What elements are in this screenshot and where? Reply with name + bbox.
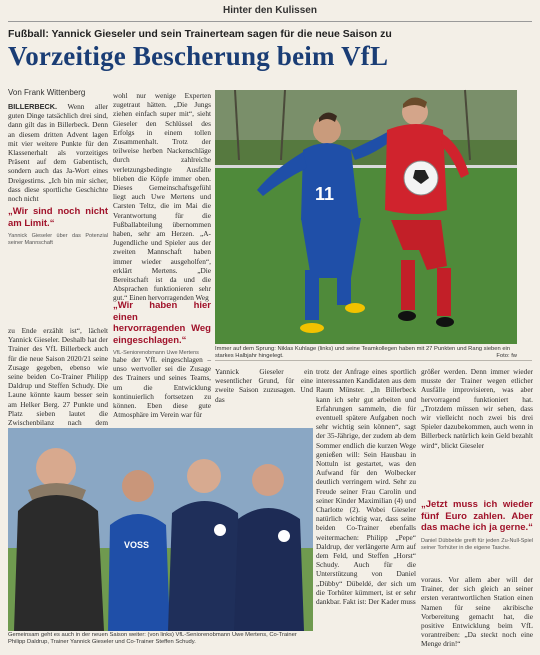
pull-quote-1-source: Yannick Gieseler über das Potenzial seiner Mannschaft xyxy=(8,233,108,246)
team-photo-caption: Gemeinsam geht es auch in der neuen Saison weiter: (von links) VfL-Seniorenobmann Uwe Mertens, Co-Trainer Philipp Daldrup, Trainer Yannick Gieseler und Co-Trainer Steffen Schudy. xyxy=(8,632,297,646)
match-photo xyxy=(215,90,517,344)
pull-quote-3-source: Daniel Dübbelde greift für jeden Zu-Null-Spiel seiner Torhüter in die eigene Tasche. xyxy=(421,537,533,551)
team-jersey-text: VOSS xyxy=(124,540,150,550)
pull-quote-2-source: VfL-Seniorenobmann Uwe Mertens xyxy=(113,350,199,356)
column-1-paragraph-1 xyxy=(8,102,108,204)
photo-credit: Foto: fw xyxy=(496,353,517,360)
jersey-number: 11 xyxy=(315,184,335,204)
photo-divider xyxy=(215,360,532,361)
pull-quote-3-text: „Jetzt muss ich wieder fünf Euro zahlen. Aber das mache ich ja gerne.“ xyxy=(421,499,533,533)
column-1-text-1: Wenn aller guten Dinge tatsächlich drei sind, dann gilt das in Billerbeck. Denn an diesem dritten Advent lagen mit vier weitere Punkte für den Klassenerhalt als vorzeitiges Präsent auf dem Gabentisch, sondern auch das Ja-Wort eines Dreigestirns. „Ich bin mir sicher, dass diese sportliche Geschichte noch nicht xyxy=(8,102,108,204)
dateline: BILLERBECK. xyxy=(8,102,58,111)
pull-quote-1 xyxy=(8,206,108,326)
match-photo-image xyxy=(215,90,517,344)
pull-quote-3 xyxy=(421,499,533,575)
kicker-line: Fußball: Yannick Gieseler und sein Trainerteam sagen für die neue Saison zu xyxy=(8,28,392,40)
section-rubric: Hinter den Kulissen xyxy=(223,5,317,16)
team-photo xyxy=(8,428,313,631)
match-photo-caption-text: Immer auf dem Sprung: Niklas Kuhlage (links) und seine Teamkollegen haben mit 27 Punkten und Rang sieben ein starkes Halbjahr hingelegt. xyxy=(215,346,511,360)
match-photo-caption xyxy=(215,346,517,360)
article-column-5 xyxy=(421,367,533,650)
byline: Von Frank Wittenberg xyxy=(8,88,86,97)
rubric-divider xyxy=(8,21,532,22)
column-2-paragraph-1: wohl nur wenige Experten zugetraut hätten. „Die Jungs ziehen einfach super mit“, sieht Gieseler den Schlüssel des Erfolgs in einem tollen Zusammenhalt. Trotz der teilweise herben Nackenschläge durch zahlreiche verletzungsbedingte Ausfälle blieben die Köpfe immer oben. Dieses Gemeinschaftsgefühl liegt auch Uwe Mertens und Carsten Teltz, die im Mai die Verantwortung für die Fußballabteilung übernommen haben, sehr am Herzen. „A-Jugendliche und Spieler aus der zweiten Mannschaft haben immer wieder ausgeholfen“, erklärt Mertens. „Die Bereitschaft ist da und die Absprachen funktionieren sehr gut.“ Einen hervorragenden Weg xyxy=(113,91,211,303)
pull-quote-2-text: „Wir haben hier einen hervorragenden Weg eingeschlagen.“ xyxy=(113,300,211,346)
headline: Vorzeitige Bescherung beim VfL xyxy=(8,41,389,71)
article-column-3: Yannick Gieseler ein wesentlicher Grund, für eine zweite Saison zuzusagen. Und das xyxy=(215,367,313,404)
pull-quote-2 xyxy=(113,300,211,355)
column-5-paragraph-1: größer werden. Denn immer wieder musste der Trainer wegen etlicher Ausfälle improvisieren, was aber hervorragend funktioniert hat. „Trotzdem müssen wir sehen, dass wir vielleicht noch zwei bis drei Spieler dazubekommen, auch wenn in Billerbeck natürlich kein Geld bezahlt wird“, blickt Gieseler xyxy=(421,367,533,450)
pull-quote-1-text: „Wir sind noch nicht am Limit.“ xyxy=(8,206,108,229)
article-column-4: trotz der Anfrage eines sportlich interessanten Kandidaten aus dem Raum Münster. „In Billerbeck kann ich sehr gut arbeiten und Erfahrungen sammeln, die für eventuell spätere Aufgaben noch sehr wichtig sein können“, sagt der 35-Jährige, der zudem ab dem Sommer endlich die kurzen Wege genießen will: Sein Hausbau in Nottuln ist gestartet, was den Aufwand für den Wolbecker deutlich verringern wird. Sehr zu Freude seiner Frau Carolin und seiner Kinder Maximilian (4) und Charlotte (2). Wobei Gieseler natürlich wichtig war, dass seine beiden Co-Trainer ebenfalls weitermachen: Philipp „Pepe“ Daldrup, der verlängerte Arm auf dem Feld, und Steffen „Horst“ Schudy. Auch für die Unterstützung von Daniel „Dübby“ Dübeldé, der sich um die Torhüter kümmert, ist er sehr dankbar. Fakt ist: Der Kader muss xyxy=(316,367,416,607)
team-photo-image xyxy=(8,428,313,631)
column-2-paragraph-2: habe der VfL eingeschlagen – unso wertvoller sei die Zusage des Trainers und seines Teams, um die Entwicklung kontinuierlich fortsetzen zu können. Eben diese gute Atmosphäre im Verein war für xyxy=(113,355,211,420)
article-column-2 xyxy=(113,91,211,435)
column-1-paragraph-2: zu Ende erzählt ist“, lächelt Yannick Gieseler. Deshalb hat der Trainer des VfL Billerbeck auch für die neue Saison 2020/21 seine Zusage gegeben, ebenso wie seine beiden Co-Trainer Philipp Daldrup und Steffen Schudy. Die Laune könnte kaum besser sein am Helker Berg. 27 Punkte und Platz sieben lautet die Zwischenbilanz nach dem xyxy=(8,326,108,428)
column-5-paragraph-2: voraus. Vor allem aber will der Trainer, der sich gleich an seiner ersten verantwortlichen Station einen Namen für seine akribische Vorbereitung gemacht hat, die positive Entwicklung beim VfL vorantreiben: „Da steckt noch eine Menge drin!“ xyxy=(421,575,533,649)
